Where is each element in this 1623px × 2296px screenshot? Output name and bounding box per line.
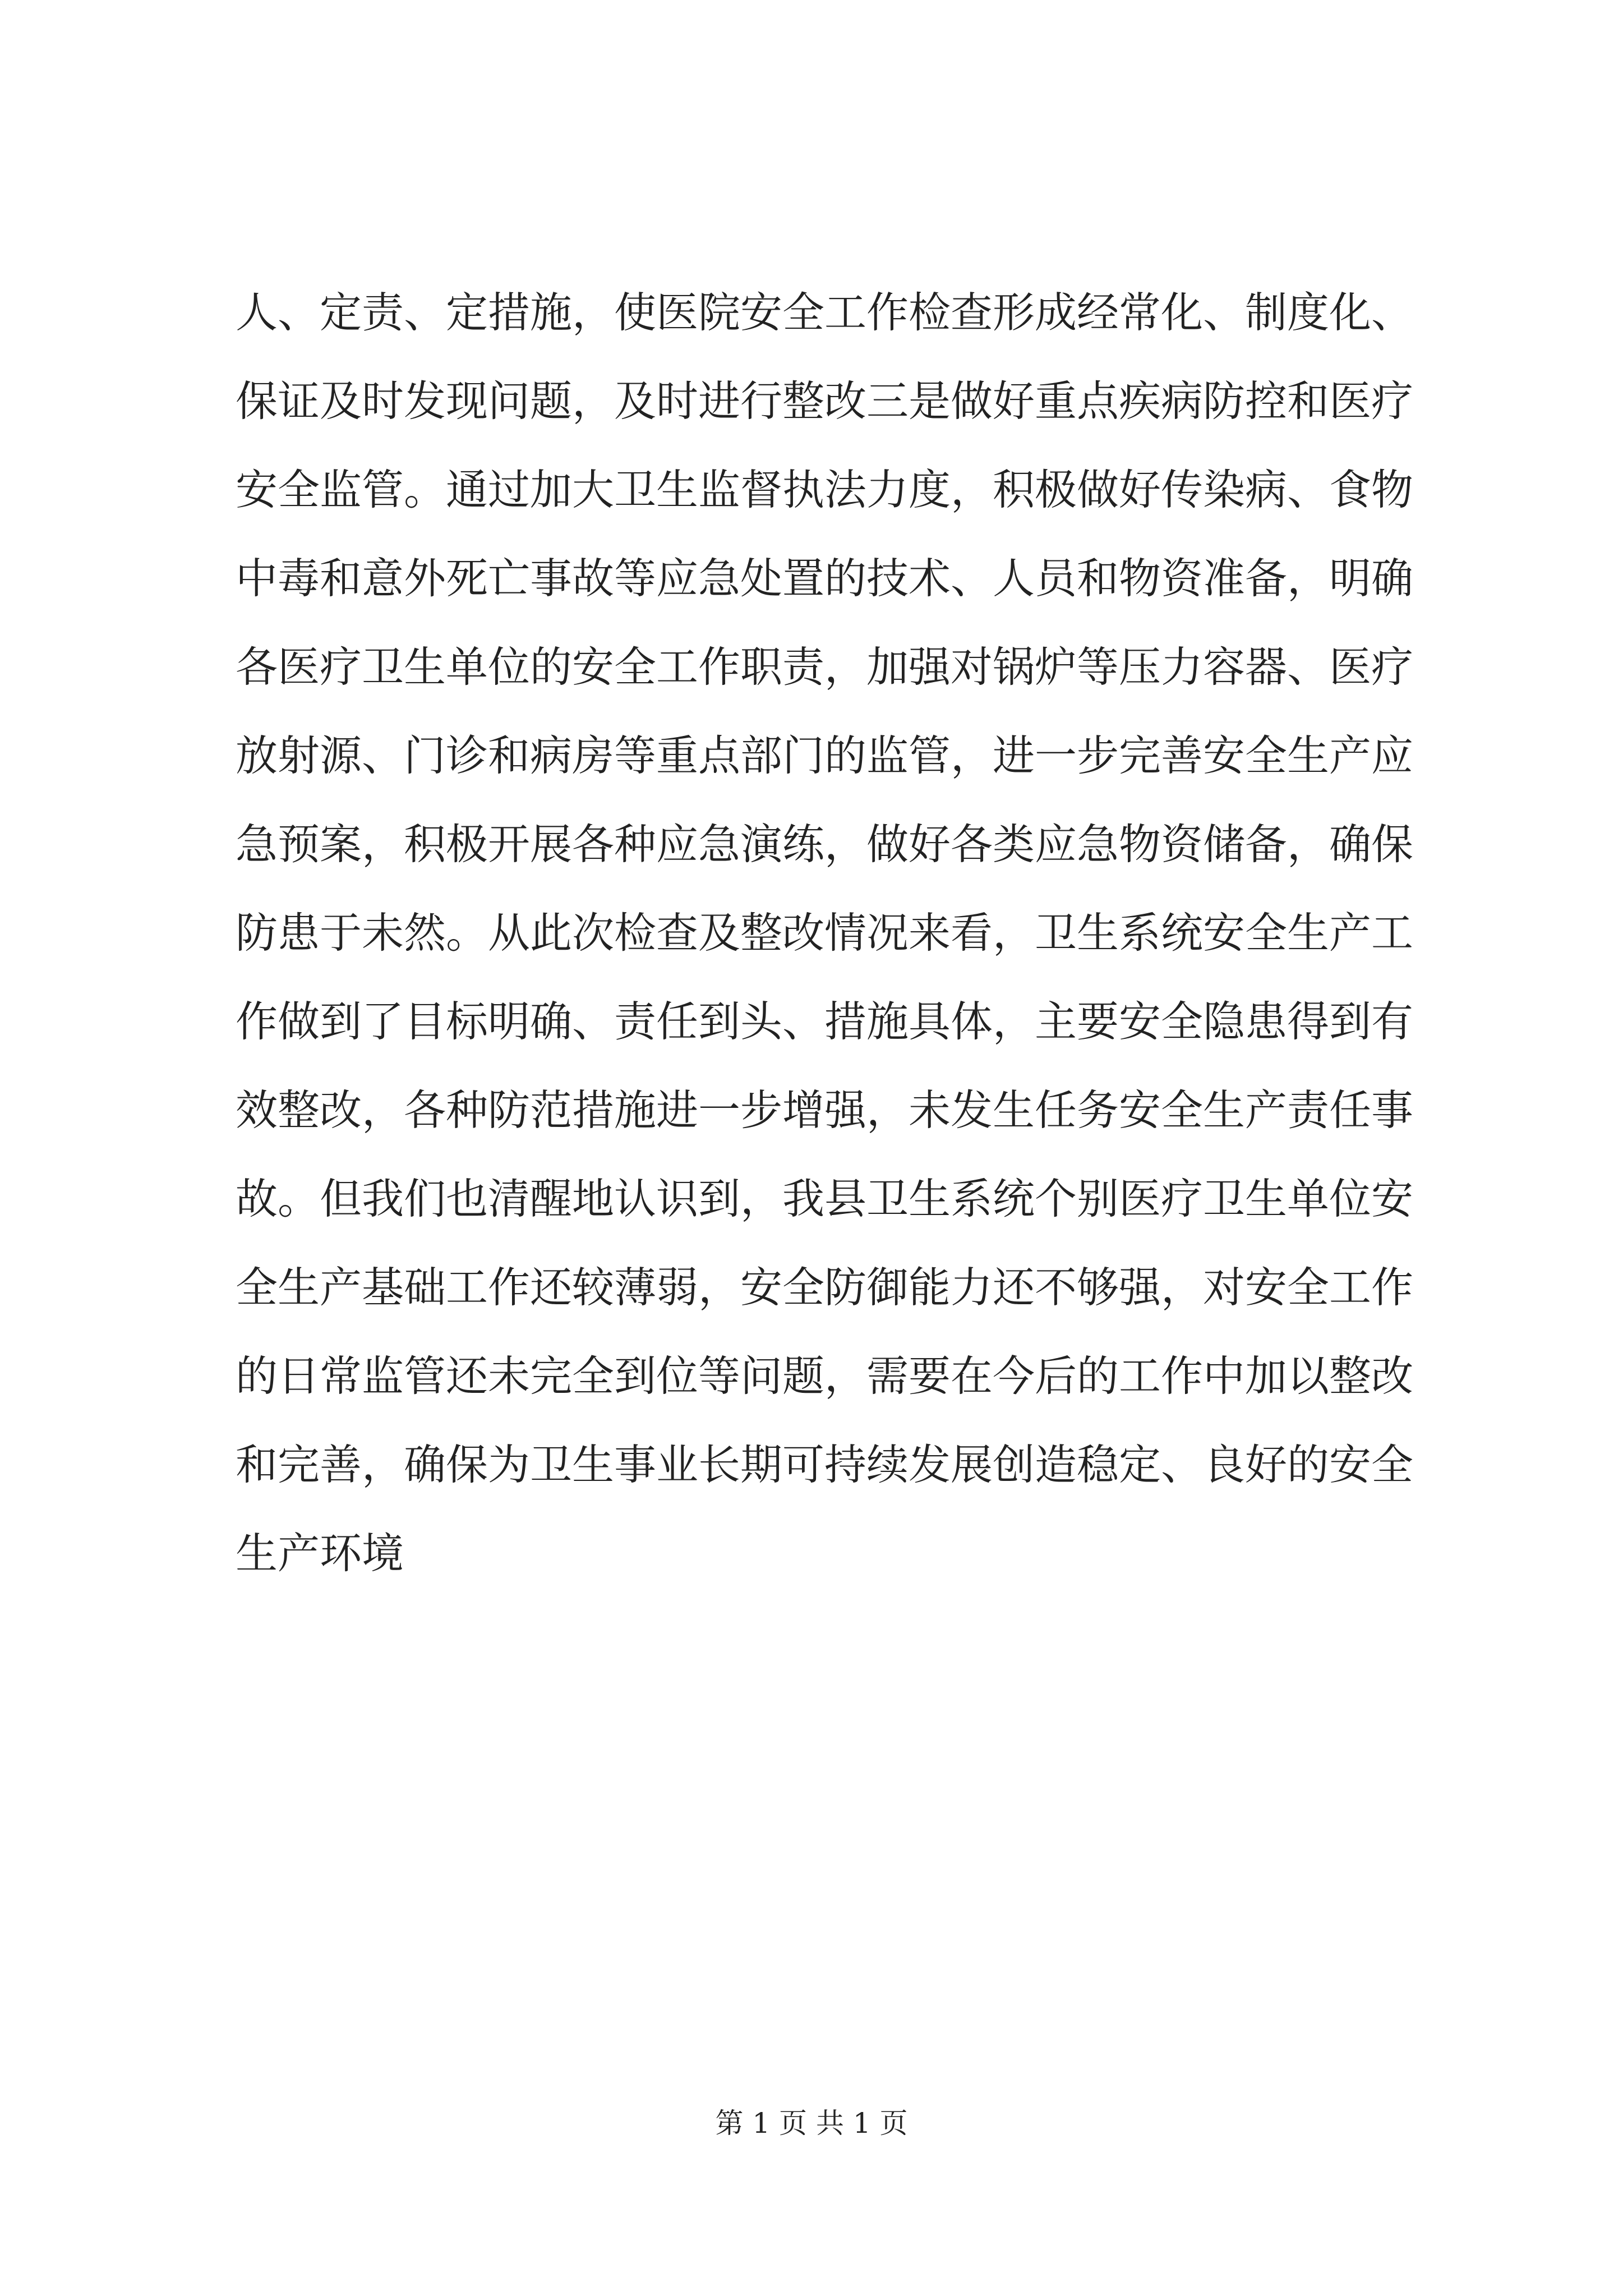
text-line: 安全监管。通过加大卫生监督执法力度，积极做好传染病、食物 bbox=[236, 465, 1414, 514]
text-line: 防患于未然。从此次检查及整改情况来看，卫生系统安全生产工 bbox=[236, 908, 1414, 958]
text-line: 保证及时发现问题，及时进行整改三是做好重点疾病防控和医疗 bbox=[236, 376, 1414, 426]
text-line: 作做到了目标明确、责任到头、措施具体，主要安全隐患得到有 bbox=[236, 997, 1414, 1046]
text-line: 和完善，确保为卫生事业长期可持续发展创造稳定、良好的安全 bbox=[236, 1440, 1414, 1489]
page-footer bbox=[0, 2101, 1623, 2141]
text-line: 放射源、门诊和病房等重点部门的监管，进一步完善安全生产应 bbox=[236, 731, 1414, 780]
body-text bbox=[236, 288, 1414, 1621]
text-line: 生产环境 bbox=[236, 1529, 404, 1578]
text-line: 急预案，积极开展各种应急演练，做好各类应急物资储备，确保 bbox=[236, 820, 1414, 869]
text-line: 中毒和意外死亡事故等应急处置的技术、人员和物资准备，明确 bbox=[236, 554, 1414, 603]
text-line: 各医疗卫生单位的安全工作职责，加强对锅炉等压力容器、医疗 bbox=[236, 642, 1414, 692]
page-number: 第 1 页 共 1 页 bbox=[715, 2107, 908, 2139]
text-line: 全生产基础工作还较薄弱，安全防御能力还不够强，对安全工作 bbox=[236, 1263, 1414, 1312]
text-line: 的日常监管还未完全到位等问题，需要在今后的工作中加以整改 bbox=[236, 1351, 1414, 1401]
text-line: 故。但我们也清醒地认识到，我县卫生系统个别医疗卫生单位安 bbox=[236, 1174, 1414, 1223]
text-line: 人、定责、定措施，使医院安全工作检查形成经常化、制度化、 bbox=[236, 288, 1414, 337]
text-line: 效整改，各种防范措施进一步增强，未发生任务安全生产责任事 bbox=[236, 1085, 1414, 1135]
